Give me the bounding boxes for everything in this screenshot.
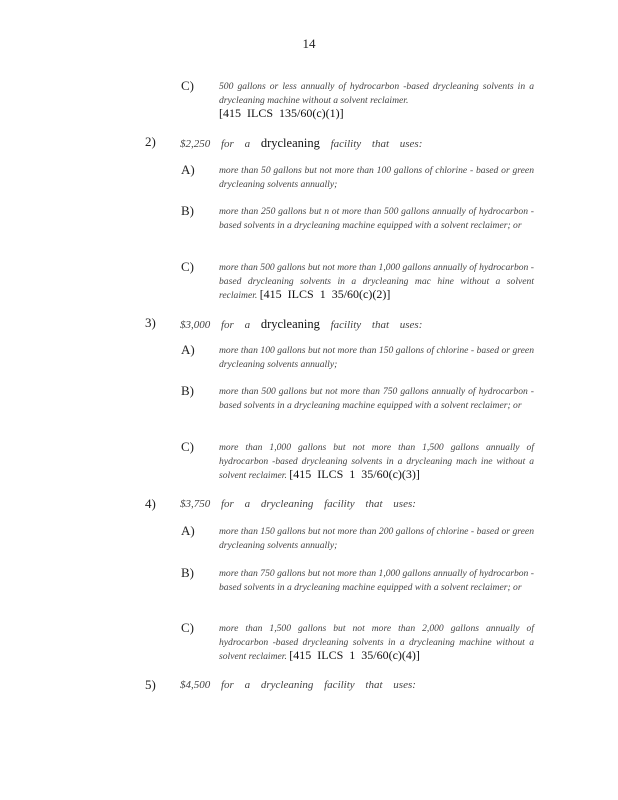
item-4-a-letter: A) bbox=[181, 523, 195, 538]
item-4-c-text bbox=[219, 622, 534, 664]
page-number: 14 bbox=[302, 36, 316, 51]
item-3-lead-post: facility that uses: bbox=[330, 319, 423, 331]
item-4-lead: $3,750 for a drycleaning facility that uses: bbox=[180, 498, 416, 510]
item-4-c-letter: C) bbox=[181, 620, 194, 635]
cont-citation: [415 ILCS 135/60(c)(1)] bbox=[219, 106, 344, 121]
item-3-lead bbox=[180, 317, 422, 332]
cont-body: 500 gallons or less annually of hydrocarbon -based drycleaning solvents in a drycleaning machine without a solvent reclaimer. bbox=[219, 81, 534, 106]
item-3-lead-pre: $3,000 for a bbox=[180, 319, 251, 331]
item-3-a-letter: A) bbox=[181, 342, 195, 357]
item-2-lead-word: drycleaning bbox=[260, 136, 320, 150]
item-2-b-letter: B) bbox=[181, 203, 194, 218]
item-3-c-citation: [415 ILCS 1 35/60(c)(3)] bbox=[289, 467, 420, 482]
item-5-number: 5) bbox=[145, 677, 156, 692]
cont-letter: C) bbox=[181, 78, 194, 93]
item-3-c-letter: C) bbox=[181, 439, 194, 454]
cont-text bbox=[219, 80, 534, 122]
item-2-c-text bbox=[219, 261, 534, 303]
item-2-b-text: more than 250 gallons but n ot more than 500 gallons annually of hydrocarbon -based solvents in a drycleaning machine equipped with a solvent reclaimer; or bbox=[219, 206, 534, 231]
item-2-lead-post: facility that uses: bbox=[330, 138, 423, 150]
item-3-c-body: more than 1,000 gallons but not more than 1,500 gallons annually of hydrocarbon -based drycleaning solvents in a drycleaning mach ine without a solvent reclaimer. bbox=[219, 442, 534, 482]
item-3-a-text: more than 100 gallons but not more than 150 gallons of chlorine - based or green drycleaning solvents annually; bbox=[219, 345, 534, 370]
item-4-number: 4) bbox=[145, 496, 156, 511]
item-3-b-letter: B) bbox=[181, 383, 194, 398]
item-2-c-body: more than 500 gallons but not more than 1,000 gallons annually of hydrocarbon -based drycleaning solvents in a drycleaning mac hine without a solvent reclaimer. bbox=[219, 262, 534, 302]
item-2-number: 2) bbox=[145, 134, 156, 149]
item-2-lead bbox=[180, 136, 422, 151]
item-3-lead-word: drycleaning bbox=[260, 317, 320, 331]
item-4-c-citation: [415 ILCS 1 35/60(c)(4)] bbox=[289, 648, 420, 663]
item-4-b-letter: B) bbox=[181, 565, 194, 580]
item-4-c-body: more than 1,500 gallons but not more than 2,000 gallons annually of hydrocarbon -based drycleaning solvents in a drycleaning machine without a solvent reclaimer. bbox=[219, 623, 534, 663]
item-2-lead-pre: $2,250 for a bbox=[180, 138, 251, 150]
item-4-a-text: more than 150 gallons but not more than 200 gallons of chlorine - based or green drycleaning solvents annually; bbox=[219, 526, 534, 551]
item-2-a-letter: A) bbox=[181, 162, 195, 177]
item-4-b-text: more than 750 gallons but not more than 1,000 gallons annually of hydrocarbon -based solvents in a drycleaning machine equipped with a solvent reclaimer; or bbox=[219, 568, 534, 593]
item-3-c-text bbox=[219, 441, 534, 483]
item-2-c-letter: C) bbox=[181, 259, 194, 274]
item-2-c-citation: [415 ILCS 1 35/60(c)(2)] bbox=[259, 287, 391, 302]
item-5-lead: $4,500 for a drycleaning facility that uses: bbox=[180, 679, 416, 691]
item-2-a-text: more than 50 gallons but not more than 100 gallons of chlorine - based or green drycleaning solvents annually; bbox=[219, 165, 534, 190]
item-3-number: 3) bbox=[145, 315, 156, 330]
item-3-b-text: more than 500 gallons but not more than 750 gallons annually of hydrocarbon -based solvents in a drycleaning machine equipped with a solvent reclaimer; or bbox=[219, 386, 534, 411]
